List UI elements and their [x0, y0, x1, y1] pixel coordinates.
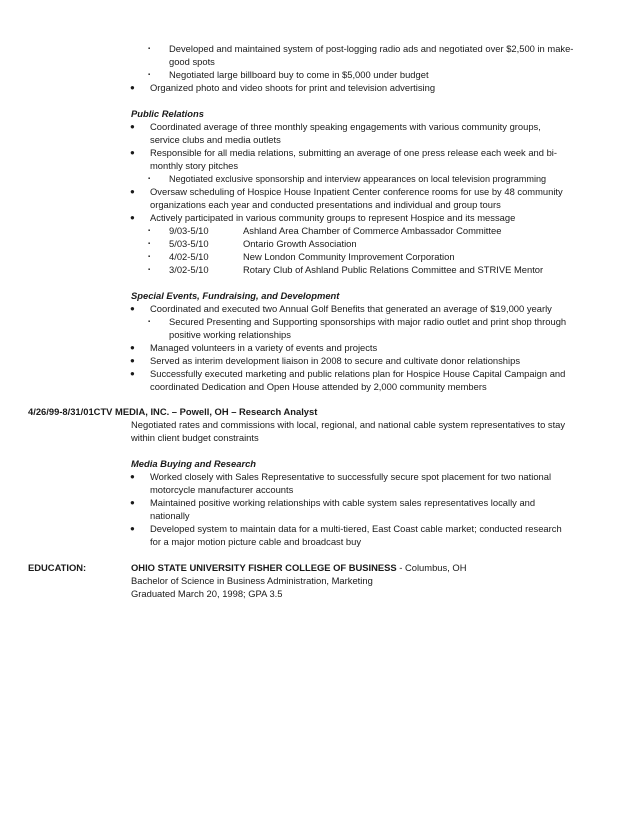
group-dates: 4/02-5/10: [169, 251, 209, 262]
list-item-continuation: positive working relationships: [169, 329, 291, 340]
round-bullet-icon: ●: [130, 187, 135, 196]
list-item-continuation: service clubs and media outlets: [150, 134, 281, 145]
list-item: Successfully executed marketing and public relations plan for Hospice House Capital Campaign and: [150, 368, 566, 379]
list-item: Organized photo and video shoots for print and television advertising: [150, 82, 436, 93]
list-item-continuation: nationally: [150, 510, 190, 521]
list-item: Maintained positive working relationships with cable system sales representatives locally and: [150, 497, 536, 508]
education-graduated: Graduated March 20, 1998; GPA 3.5: [131, 588, 283, 599]
round-bullet-icon: ●: [130, 343, 135, 352]
list-item: Coordinated average of three monthly speaking engagements with various community groups,: [150, 121, 541, 132]
section-heading-media-buying: Media Buying and Research: [131, 458, 257, 469]
list-item: Secured Presenting and Supporting sponsorships with major radio outlet and print shop through: [169, 316, 567, 327]
square-bullet-icon: ▪: [148, 176, 151, 182]
round-bullet-icon: ●: [130, 213, 135, 222]
list-item: Served as interim development liaison in 2008 to secure and cultivate donor relationships: [150, 355, 521, 366]
education-school-line: [131, 562, 466, 574]
group-dates: 9/03-5/10: [169, 225, 209, 236]
group-name: Rotary Club of Ashland Public Relations Committee and STRIVE Mentor: [243, 264, 544, 275]
round-bullet-icon: ●: [130, 472, 135, 481]
round-bullet-icon: ●: [130, 83, 135, 92]
group-dates: 3/02-5/10: [169, 264, 209, 275]
group-name: New London Community Improvement Corporation: [243, 251, 455, 262]
round-bullet-icon: ●: [130, 524, 135, 533]
list-item-continuation: coordinated Dedication and Open House attended by 2,000 community members: [150, 381, 487, 392]
job-description: Negotiated rates and commissions with local, regional, and national cable system representatives to stay: [131, 419, 566, 430]
job-header: 4/26/99-8/31/01CTV MEDIA, INC. – Powell, OH – Research Analyst: [28, 406, 318, 417]
round-bullet-icon: ●: [130, 148, 135, 157]
square-bullet-icon: ▪: [148, 254, 151, 260]
section-heading-special-events: Special Events, Fundraising, and Development: [131, 290, 340, 301]
education-label: EDUCATION:: [28, 562, 87, 573]
list-item-continuation: organizations each year and conducted presentations and individual and group tours: [150, 199, 501, 210]
group-name: Ashland Area Chamber of Commerce Ambassador Committee: [243, 225, 502, 236]
list-item-continuation: motorcycle manufacturer accounts: [150, 484, 294, 495]
group-name: Ontario Growth Association: [243, 238, 357, 249]
list-item: Negotiated exclusive sponsorship and interview appearances on local television programming: [169, 174, 547, 184]
list-item: Developed system to maintain data for a multi-tiered, East Coast cable market; conducted research: [150, 523, 562, 534]
list-item-continuation: for a major motion picture cable and broadcast buy: [150, 536, 362, 547]
education-location: - Columbus, OH: [396, 562, 467, 573]
list-item: Worked closely with Sales Representative to successfully secure spot placement for two national: [150, 471, 552, 482]
square-bullet-icon: ▪: [148, 267, 151, 273]
list-item: Negotiated large billboard buy to come in $5,000 under budget: [169, 69, 429, 80]
round-bullet-icon: ●: [130, 122, 135, 131]
section-heading-public-relations: Public Relations: [131, 108, 204, 119]
square-bullet-icon: ▪: [148, 241, 151, 247]
square-bullet-icon: ▪: [148, 46, 151, 52]
list-item: Managed volunteers in a variety of events and projects: [150, 342, 378, 353]
list-item: Coordinated and executed two Annual Golf Benefits that generated an average of $19,000 yearly: [150, 303, 552, 314]
list-item: Actively participated in various community groups to represent Hospice and its message: [150, 212, 516, 223]
square-bullet-icon: ▪: [148, 72, 151, 78]
education-degree: Bachelor of Science in Business Administration, Marketing: [131, 575, 373, 586]
list-item-continuation: monthly story pitches: [150, 160, 239, 171]
list-item: Oversaw scheduling of Hospice House Inpatient Center conference rooms for use by 48 community: [150, 186, 563, 197]
list-item: Responsible for all media relations, submitting an average of one press release each week and bi-: [150, 147, 558, 158]
round-bullet-icon: ●: [130, 356, 135, 365]
round-bullet-icon: ●: [130, 304, 135, 313]
list-item: Developed and maintained system of post-logging radio ads and negotiated over $2,500 in make-: [169, 43, 574, 54]
list-item-continuation: good spots: [169, 56, 215, 67]
round-bullet-icon: ●: [130, 498, 135, 507]
square-bullet-icon: ▪: [148, 228, 151, 234]
square-bullet-icon: ▪: [148, 319, 151, 325]
round-bullet-icon: ●: [130, 369, 135, 378]
education-school: OHIO STATE UNIVERSITY FISHER COLLEGE OF BUSINESS: [131, 562, 397, 573]
job-description-continuation: within client budget constraints: [131, 432, 259, 443]
group-dates: 5/03-5/10: [169, 238, 209, 249]
